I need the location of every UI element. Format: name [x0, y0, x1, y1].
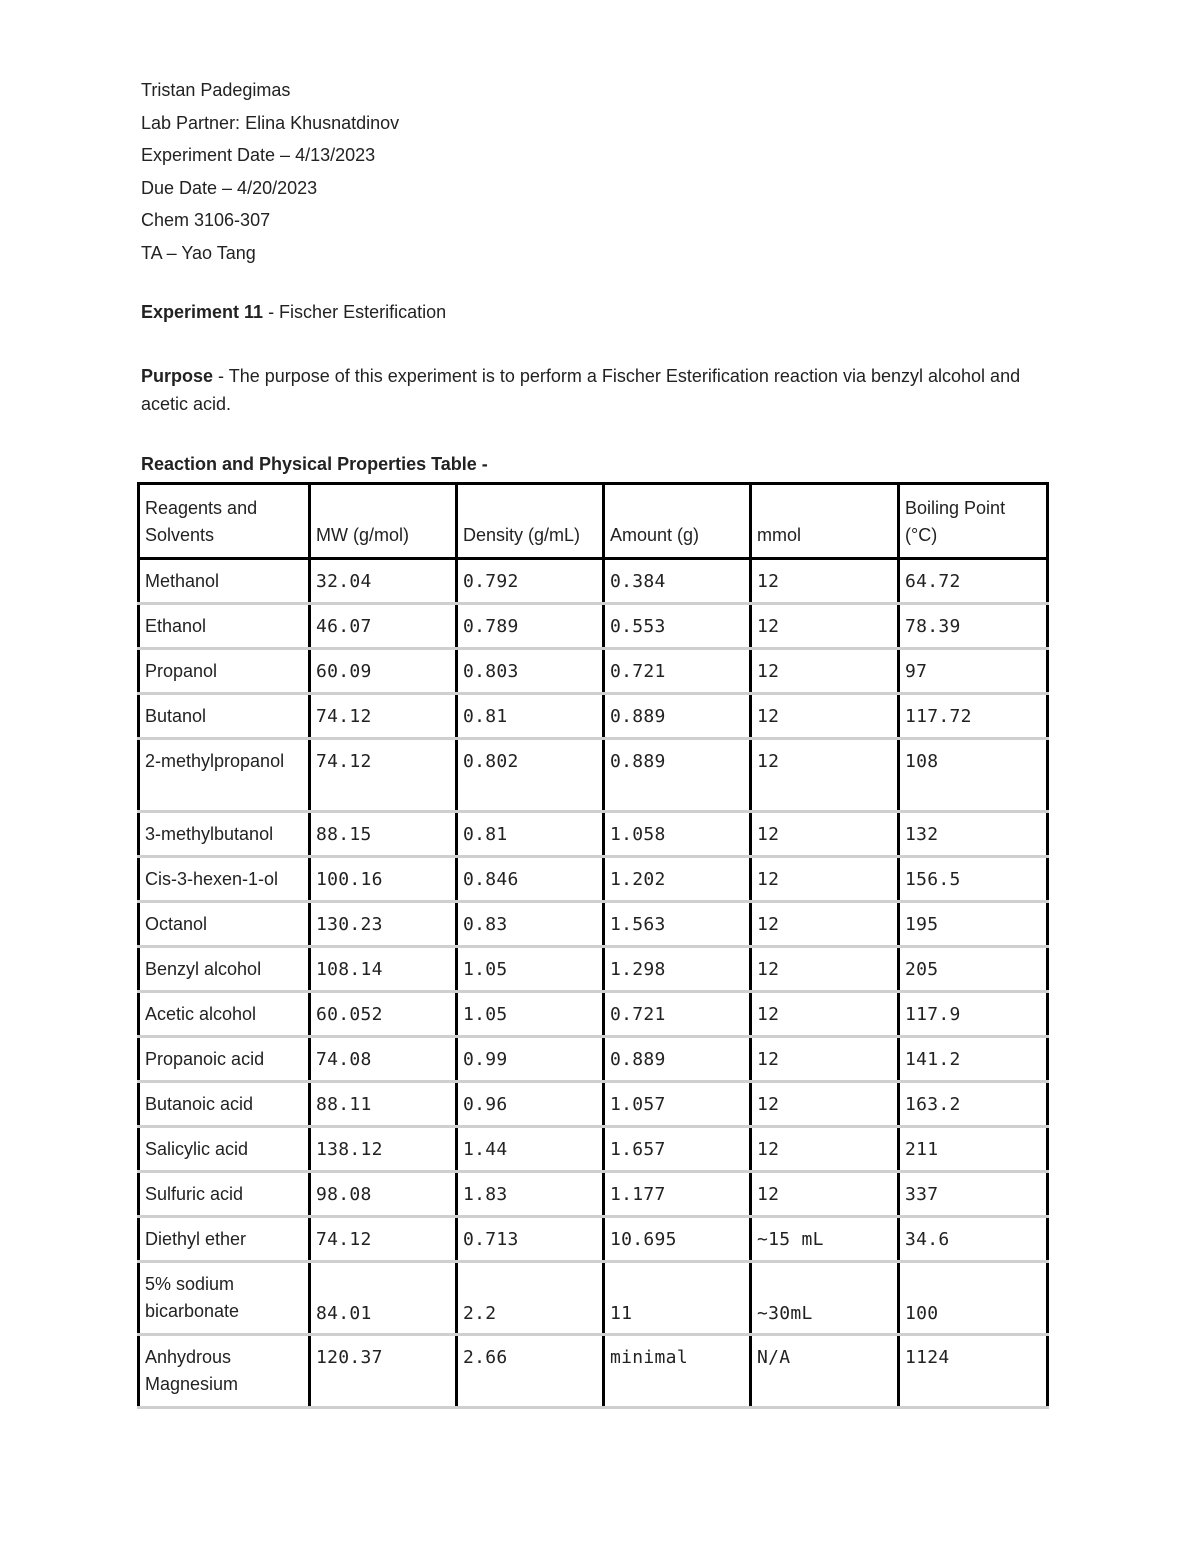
author-info-block [141, 78, 1041, 273]
density-cell: 1.05 [457, 947, 604, 992]
reagent-cell: 5% sodium bicarbonate [139, 1262, 310, 1335]
mw-cell: 88.15 [310, 812, 457, 857]
purpose-paragraph [141, 362, 1021, 418]
boiling-point-cell: 100 [899, 1262, 1048, 1335]
mmol-cell: N/A [751, 1335, 899, 1408]
amount-cell: 1.202 [604, 857, 751, 902]
boiling-point-cell: 117.72 [899, 694, 1048, 739]
amount-cell: 0.889 [604, 694, 751, 739]
mw-cell: 84.01 [310, 1262, 457, 1335]
boiling-point-cell: 64.72 [899, 559, 1048, 604]
column-header-mmol: mmol [751, 484, 899, 559]
properties-table [137, 482, 1049, 1409]
mw-cell: 60.09 [310, 649, 457, 694]
density-cell: 1.83 [457, 1172, 604, 1217]
density-cell: 0.81 [457, 812, 604, 857]
table-row [139, 812, 1048, 857]
table-row [139, 694, 1048, 739]
mw-cell: 130.23 [310, 902, 457, 947]
reagent-cell: Benzyl alcohol [139, 947, 310, 992]
mmol-cell: ~15 mL [751, 1217, 899, 1262]
table-row [139, 947, 1048, 992]
reagent-cell: Diethyl ether [139, 1217, 310, 1262]
mmol-cell: 12 [751, 649, 899, 694]
boiling-point-cell: 97 [899, 649, 1048, 694]
amount-cell: 0.721 [604, 649, 751, 694]
density-cell: 2.2 [457, 1262, 604, 1335]
amount-cell: 1.057 [604, 1082, 751, 1127]
table-row [139, 649, 1048, 694]
mw-cell: 60.052 [310, 992, 457, 1037]
mmol-cell: 12 [751, 947, 899, 992]
amount-cell: 0.889 [604, 739, 751, 812]
mw-cell: 32.04 [310, 559, 457, 604]
mmol-cell: 12 [751, 604, 899, 649]
amount-cell: 0.889 [604, 1037, 751, 1082]
amount-cell: 1.563 [604, 902, 751, 947]
boiling-point-cell: 337 [899, 1172, 1048, 1217]
density-cell: 0.83 [457, 902, 604, 947]
mw-cell: 74.12 [310, 694, 457, 739]
reagent-cell: Ethanol [139, 604, 310, 649]
table-row [139, 1172, 1048, 1217]
reagent-cell: Propanol [139, 649, 310, 694]
teaching-assistant: TA – Yao Tang [141, 242, 256, 263]
purpose-label: Purpose [141, 366, 214, 386]
boiling-point-cell: 132 [899, 812, 1048, 857]
table-row [139, 902, 1048, 947]
column-header-reagents: Reagents and Solvents [139, 484, 310, 559]
table-row [139, 559, 1048, 604]
table-row [139, 739, 1048, 812]
mw-cell: 138.12 [310, 1127, 457, 1172]
amount-cell: 0.384 [604, 559, 751, 604]
reagent-cell: Cis-3-hexen-1-ol [139, 857, 310, 902]
mw-cell: 100.16 [310, 857, 457, 902]
mmol-cell: ~30mL [751, 1262, 899, 1335]
density-cell: 0.713 [457, 1217, 604, 1262]
table-row [139, 992, 1048, 1037]
reagent-cell: Anhydrous Magnesium [139, 1335, 310, 1408]
mw-cell: 74.12 [310, 739, 457, 812]
column-header-mw: MW (g/mol) [310, 484, 457, 559]
table-row [139, 1127, 1048, 1172]
amount-cell: minimal [604, 1335, 751, 1408]
column-header-density: Density (g/mL) [457, 484, 604, 559]
boiling-point-cell: 1124 [899, 1335, 1048, 1408]
mmol-cell: 12 [751, 694, 899, 739]
density-cell: 2.66 [457, 1335, 604, 1408]
experiment-label: Experiment 11 [141, 302, 264, 322]
mw-cell: 74.08 [310, 1037, 457, 1082]
density-cell: 0.96 [457, 1082, 604, 1127]
table-row [139, 857, 1048, 902]
reagent-cell: Propanoic acid [139, 1037, 310, 1082]
table-header-row [139, 484, 1048, 559]
boiling-point-cell: 163.2 [899, 1082, 1048, 1127]
amount-cell: 1.298 [604, 947, 751, 992]
table-row [139, 604, 1048, 649]
lab-partner: Lab Partner: Elina Khusnatdinov [141, 112, 400, 133]
boiling-point-cell: 156.5 [899, 857, 1048, 902]
mmol-cell: 12 [751, 1037, 899, 1082]
column-header-boiling-point: Boiling Point (°C) [899, 484, 1048, 559]
amount-cell: 1.177 [604, 1172, 751, 1217]
mw-cell: 108.14 [310, 947, 457, 992]
density-cell: 0.803 [457, 649, 604, 694]
column-header-amount: Amount (g) [604, 484, 751, 559]
purpose-text: - The purpose of this experiment is to perform a Fischer Esterification reaction via benzyl alcohol and acetic acid. [141, 366, 1021, 414]
amount-cell: 11 [604, 1262, 751, 1335]
mmol-cell: 12 [751, 992, 899, 1037]
mw-cell: 120.37 [310, 1335, 457, 1408]
experiment-date: Experiment Date – 4/13/2023 [141, 145, 376, 165]
experiment-title [141, 300, 446, 324]
experiment-name: - Fischer Esterification [263, 302, 447, 322]
amount-cell: 1.657 [604, 1127, 751, 1172]
reagent-cell: 3-methylbutanol [139, 812, 310, 857]
density-cell: 0.846 [457, 857, 604, 902]
boiling-point-cell: 211 [899, 1127, 1048, 1172]
due-date: Due Date – 4/20/2023 [141, 177, 318, 198]
density-cell: 1.44 [457, 1127, 604, 1172]
reagent-cell: Butanoic acid [139, 1082, 310, 1127]
mmol-cell: 12 [751, 739, 899, 812]
reagent-cell: Octanol [139, 902, 310, 947]
mmol-cell: 12 [751, 812, 899, 857]
mw-cell: 88.11 [310, 1082, 457, 1127]
density-cell: 1.05 [457, 992, 604, 1037]
boiling-point-cell: 34.6 [899, 1217, 1048, 1262]
reagent-cell: Butanol [139, 694, 310, 739]
density-cell: 0.99 [457, 1037, 604, 1082]
reagent-cell: Salicylic acid [139, 1127, 310, 1172]
mmol-cell: 12 [751, 559, 899, 604]
mw-cell: 74.12 [310, 1217, 457, 1262]
mmol-cell: 12 [751, 1127, 899, 1172]
boiling-point-cell: 205 [899, 947, 1048, 992]
mw-cell: 98.08 [310, 1172, 457, 1217]
table-row [139, 1217, 1048, 1262]
boiling-point-cell: 117.9 [899, 992, 1048, 1037]
density-cell: 0.792 [457, 559, 604, 604]
boiling-point-cell: 78.39 [899, 604, 1048, 649]
mmol-cell: 12 [751, 857, 899, 902]
density-cell: 0.789 [457, 604, 604, 649]
amount-cell: 0.553 [604, 604, 751, 649]
table-heading: Reaction and Physical Properties Table - [141, 454, 488, 474]
boiling-point-cell: 141.2 [899, 1037, 1048, 1082]
reagent-cell: 2-methylpropanol [139, 739, 310, 812]
author-name: Tristan Padegimas [141, 80, 291, 100]
mw-cell: 46.07 [310, 604, 457, 649]
mmol-cell: 12 [751, 1172, 899, 1217]
reagent-cell: Methanol [139, 559, 310, 604]
boiling-point-cell: 108 [899, 739, 1048, 812]
density-cell: 0.802 [457, 739, 604, 812]
reagent-cell: Acetic alcohol [139, 992, 310, 1037]
table-body [139, 559, 1048, 1408]
table-row [139, 1037, 1048, 1082]
course-number: Chem 3106-307 [141, 210, 271, 230]
amount-cell: 10.695 [604, 1217, 751, 1262]
reagent-cell: Sulfuric acid [139, 1172, 310, 1217]
table-row [139, 1262, 1048, 1335]
mmol-cell: 12 [751, 902, 899, 947]
mmol-cell: 12 [751, 1082, 899, 1127]
table-row [139, 1082, 1048, 1127]
amount-cell: 0.721 [604, 992, 751, 1037]
amount-cell: 1.058 [604, 812, 751, 857]
boiling-point-cell: 195 [899, 902, 1048, 947]
density-cell: 0.81 [457, 694, 604, 739]
table-row [139, 1335, 1048, 1408]
